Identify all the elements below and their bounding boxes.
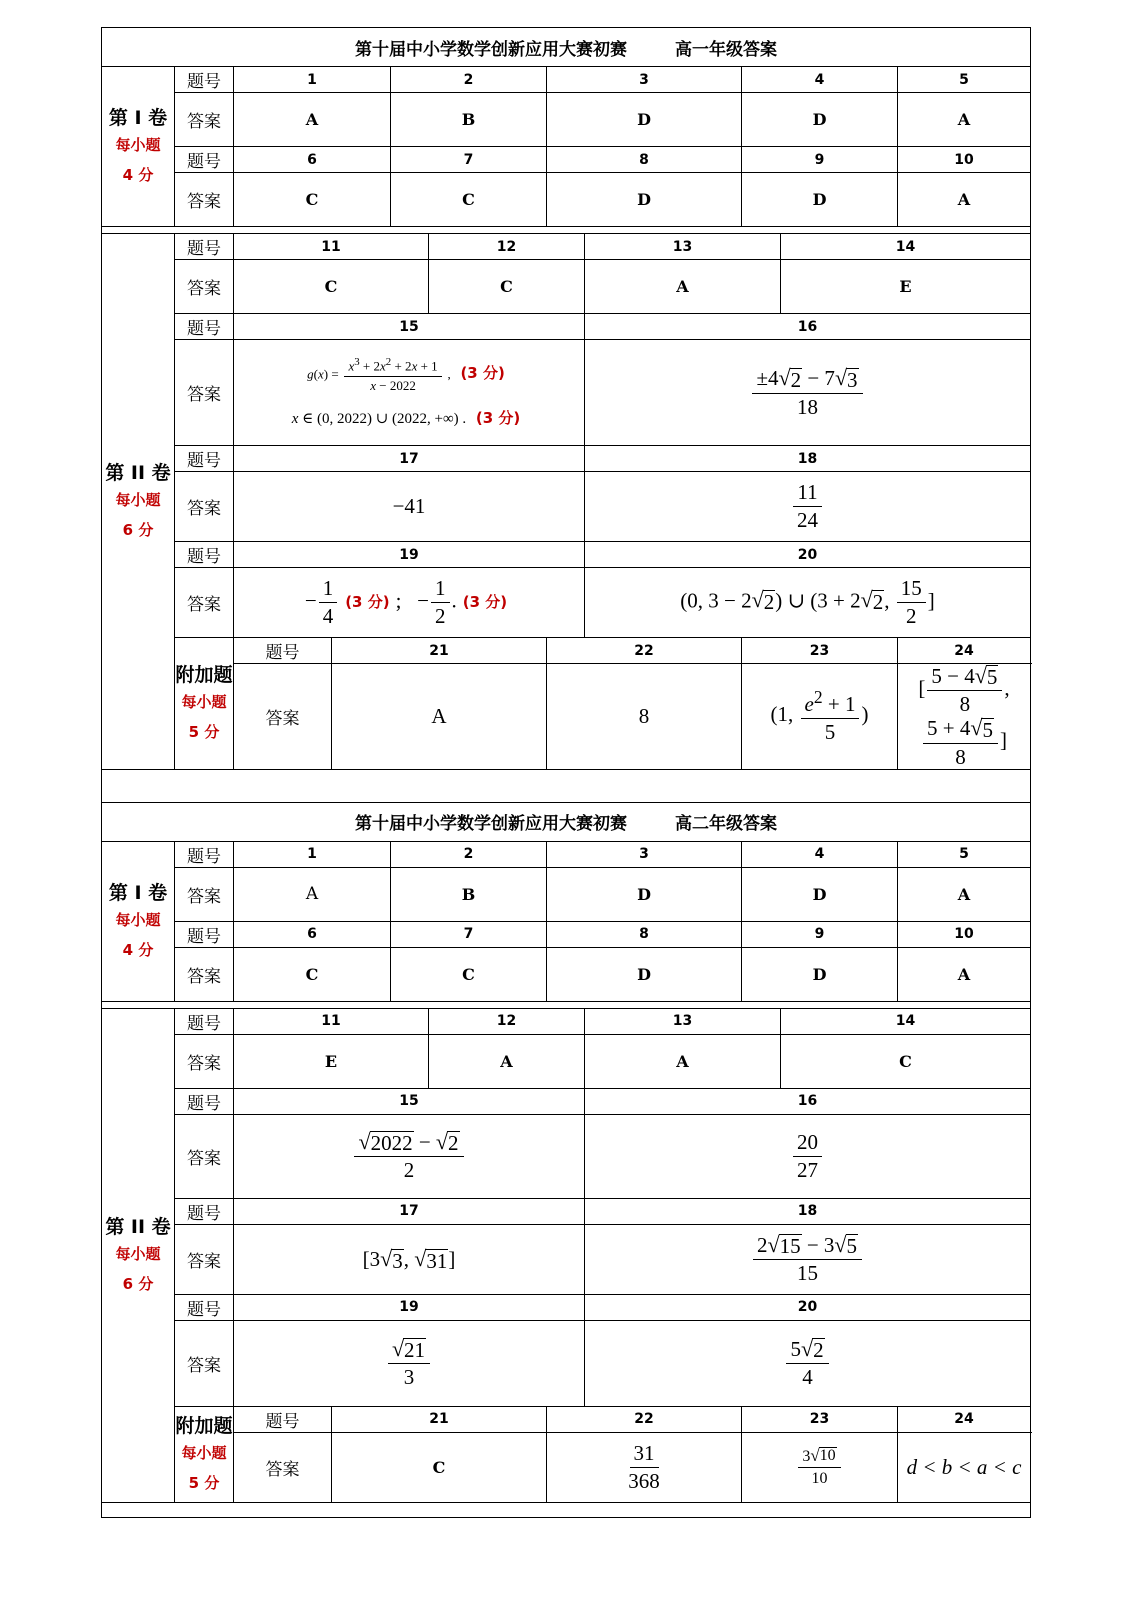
- g2-part1-arow2: [102, 947, 1031, 1001]
- g1-part1-arow2: [102, 173, 1031, 227]
- fraction-numerator: 20: [793, 1131, 822, 1157]
- section-points: 5 分: [188, 1473, 220, 1492]
- qno-label: 题号: [175, 234, 234, 260]
- question-number: 21: [332, 638, 547, 664]
- answer-cell: A: [585, 260, 781, 314]
- answer-q19: − $\frac{1}{4}$ (3 分) ; − $\frac{1}{2}$ . (3 分): [234, 568, 585, 638]
- answer-cell: C: [234, 947, 391, 1001]
- g2-part1-arow1: [102, 867, 1031, 921]
- answer-q21: C: [332, 1432, 547, 1502]
- contest-title: 第十届中小学数学创新应用大赛初赛: [355, 814, 627, 835]
- fraction-numerator: 31: [630, 1442, 659, 1468]
- question-number: 5: [898, 67, 1031, 93]
- section-points: 6 分: [122, 520, 154, 539]
- ans-label: 答案: [175, 93, 234, 147]
- grade-label: 高二年级答案: [675, 814, 777, 835]
- ans-label: 答案: [175, 1114, 234, 1198]
- question-number: 20: [585, 1294, 1031, 1320]
- g2-part1-qrow1: [102, 841, 1031, 867]
- fraction-denominator: 368: [628, 1468, 660, 1493]
- answer-cell: D: [742, 173, 898, 227]
- ans-label: 答案: [175, 173, 234, 227]
- question-number: 20: [585, 542, 1031, 568]
- grade1-title-row: [102, 28, 1031, 67]
- g2-add-arow: [102, 1432, 1031, 1502]
- answer-cell: C: [391, 173, 547, 227]
- grade-label: 高一年级答案: [675, 39, 777, 60]
- question-number: 4: [742, 841, 898, 867]
- answer-cell: A: [585, 1034, 781, 1088]
- question-number: 17: [234, 446, 585, 472]
- answer-cell: A: [898, 867, 1031, 921]
- section-name: 第 II 卷: [105, 461, 171, 484]
- g2-part1-qrow2: [102, 921, 1031, 947]
- answer-q23: 3 √ 10 10: [742, 1432, 898, 1502]
- qno-label: 题号: [234, 1406, 332, 1432]
- question-number: 18: [585, 1198, 1031, 1224]
- question-number: 15: [234, 314, 585, 340]
- g1-section3-label: [175, 638, 234, 770]
- g1-part2-qrow1: [102, 234, 1031, 260]
- question-number: 6: [234, 921, 391, 947]
- question-number: 5: [898, 841, 1031, 867]
- answer-table: [101, 27, 1031, 1518]
- section-note: 每小题: [115, 136, 161, 154]
- g1-part2-qrow4: [102, 542, 1031, 568]
- g2-section2-label: [102, 1008, 175, 1502]
- answer-cell: A: [429, 1034, 585, 1088]
- question-number: 10: [898, 921, 1031, 947]
- answer-cell: B: [391, 93, 547, 147]
- ans-label: 答案: [234, 664, 332, 770]
- section-name: 第 II 卷: [105, 1215, 171, 1238]
- ans-label: 答案: [175, 1320, 234, 1406]
- answer-q15: g(x) = $\frac{x^3 + 2x^2 + 2x + 1}{x - 2022}$ , (3 分) x ∈ (0, 2022) ∪ (2022, +∞) . (3 分): [234, 340, 585, 446]
- qno-label: 题号: [175, 446, 234, 472]
- fraction-numerator: 11: [793, 481, 821, 507]
- question-number: 15: [234, 1088, 585, 1114]
- answer-q17: [3 √ 3 , √ 31 ]: [234, 1224, 585, 1294]
- answer-cell: E: [234, 1034, 429, 1088]
- question-number: 12: [429, 234, 585, 260]
- qno-label: 题号: [175, 841, 234, 867]
- answer-cell: D: [547, 867, 742, 921]
- ans-label: 答案: [175, 340, 234, 446]
- question-number: 23: [742, 1406, 898, 1432]
- answer-cell: C: [234, 173, 391, 227]
- grade2-title-row: [102, 802, 1031, 841]
- section-note: 每小题: [115, 490, 161, 509]
- g1-part2-arow3: [102, 472, 1031, 542]
- question-number: 8: [547, 147, 742, 173]
- question-number: 2: [391, 67, 547, 93]
- answer-cell: C: [391, 947, 547, 1001]
- answer-cell: A: [234, 867, 391, 921]
- g2-part2-arow4: [102, 1320, 1031, 1406]
- question-number: 16: [585, 1088, 1031, 1114]
- answer-q15: √ 2022 − √ 2 2: [234, 1114, 585, 1198]
- grade-separator: [102, 769, 1031, 802]
- answer-q22: [547, 1432, 742, 1502]
- question-number: 12: [429, 1008, 585, 1034]
- g2-section1-label: [102, 841, 175, 1001]
- question-number: 13: [585, 1008, 781, 1034]
- points-note: (3 分): [462, 593, 508, 612]
- points-note: (3 分): [460, 364, 505, 383]
- g2-section3-label: [175, 1406, 234, 1502]
- ans-label: 答案: [175, 867, 234, 921]
- answer-cell: D: [742, 867, 898, 921]
- question-number: 23: [742, 638, 898, 664]
- g2-divider: [102, 1001, 1031, 1008]
- inequality-answer: d < b < a < c: [906, 1454, 1022, 1479]
- question-number: 1: [234, 841, 391, 867]
- question-number: 19: [234, 1294, 585, 1320]
- question-number: 14: [781, 1008, 1031, 1034]
- g1-part2-qrow3: [102, 446, 1031, 472]
- qno-label: 题号: [234, 638, 332, 664]
- fraction-denominator: 24: [797, 508, 818, 532]
- question-number: 14: [781, 234, 1031, 260]
- qno-label: 题号: [175, 314, 234, 340]
- g1-divider: [102, 227, 1031, 234]
- question-number: 22: [547, 1406, 742, 1432]
- section-name: 第 I 卷: [108, 107, 168, 129]
- answer-cell: C: [234, 260, 429, 314]
- ans-label: 答案: [175, 568, 234, 638]
- section-points: 4 分: [122, 166, 154, 184]
- section-note: 每小题: [115, 910, 161, 929]
- answer-q17: −41: [234, 472, 585, 542]
- qno-label: 题号: [175, 67, 234, 93]
- answer-cell: A: [898, 93, 1031, 147]
- question-number: 13: [585, 234, 781, 260]
- g2-add-qrow: [102, 1406, 1031, 1432]
- grade1-title: [102, 28, 1031, 67]
- qno-label: 题号: [175, 1008, 234, 1034]
- question-number: 10: [898, 147, 1031, 173]
- qno-label: 题号: [175, 1198, 234, 1224]
- question-number: 24: [898, 1406, 1031, 1432]
- section-name: 第 I 卷: [108, 881, 168, 904]
- question-number: 11: [234, 1008, 429, 1034]
- g1-section1-label: [102, 67, 175, 227]
- bottom-strip: [102, 1502, 1031, 1517]
- question-number: 1: [234, 67, 391, 93]
- question-number: 19: [234, 542, 585, 568]
- answer-q20: (0, 3 − 2 √ 2 ) ∪ (3 + 2 √ 2 , $\frac{15}{2}$ ]: [585, 568, 1031, 638]
- section-points: 4 分: [122, 940, 154, 959]
- g1-part2-arow2: [102, 340, 1031, 446]
- g2-part2-qrow1: [102, 1008, 1031, 1034]
- g1-part2-qrow2: [102, 314, 1031, 340]
- fraction-denominator: 27: [797, 1157, 818, 1182]
- answer-q19: √ 21 3: [234, 1320, 585, 1406]
- section-name: 附加题: [175, 663, 233, 686]
- question-number: 3: [547, 67, 742, 93]
- answer-cell: D: [547, 173, 742, 227]
- answer-cell: A: [898, 173, 1031, 227]
- question-number: 24: [898, 638, 1031, 664]
- question-number: 7: [391, 921, 547, 947]
- question-number: 9: [742, 147, 898, 173]
- ans-label: 答案: [175, 947, 234, 1001]
- answer-cell: C: [429, 260, 585, 314]
- qno-label: 题号: [175, 1294, 234, 1320]
- question-number: 21: [332, 1406, 547, 1432]
- answer-q16: [585, 1114, 1031, 1198]
- question-number: 7: [391, 147, 547, 173]
- g2-part2-arow3: [102, 1224, 1031, 1294]
- question-number: 22: [547, 638, 742, 664]
- points-note: (3 分): [345, 593, 390, 612]
- answer-cell: E: [781, 260, 1031, 314]
- g1-add-qrow: [102, 638, 1031, 664]
- g1-section2-label: [102, 234, 175, 770]
- answer-q23: (1, $\frac{e^2 + 1}{5}$ ): [742, 664, 898, 770]
- section-note: 每小题: [115, 1244, 161, 1263]
- answer-q20: 5 √ 2 4: [585, 1320, 1031, 1406]
- question-number: 9: [742, 921, 898, 947]
- answer-cell: D: [742, 93, 898, 147]
- question-number: 16: [585, 314, 1031, 340]
- g1-add-arow: [102, 664, 1031, 770]
- ans-label: 答案: [175, 1034, 234, 1088]
- g2-part2-qrow3: [102, 1198, 1031, 1224]
- ans-label: 答案: [175, 472, 234, 542]
- answer-cell: D: [547, 93, 742, 147]
- g2-part2-qrow4: [102, 1294, 1031, 1320]
- answer-cell: C: [781, 1034, 1031, 1088]
- g1-part1-arow1: [102, 93, 1031, 147]
- answer-q24: [898, 1432, 1031, 1502]
- question-number: 4: [742, 67, 898, 93]
- g1-part1-qrow1: [102, 67, 1031, 93]
- g1-part1-qrow2: [102, 147, 1031, 173]
- points-note: (3 分): [475, 408, 521, 427]
- qno-label: 题号: [175, 921, 234, 947]
- g1-part2-arow4: [102, 568, 1031, 638]
- answer-cell: A: [234, 93, 391, 147]
- qno-label: 题号: [175, 542, 234, 568]
- answer-sheet-page: [101, 27, 1030, 1518]
- qno-label: 题号: [175, 1088, 234, 1114]
- section-points: 6 分: [122, 1274, 154, 1293]
- g2-part2-arow1: [102, 1034, 1031, 1088]
- answer-q24: [ 5 − 4 √ 5 8 , 5 + 4 √ 5 8 ]: [898, 664, 1031, 770]
- ans-label: 答案: [175, 260, 234, 314]
- question-number: 2: [391, 841, 547, 867]
- section-note: 每小题: [181, 692, 227, 711]
- qno-label: 题号: [175, 147, 234, 173]
- question-number: 18: [585, 446, 1031, 472]
- answer-cell: D: [742, 947, 898, 1001]
- question-number: 3: [547, 841, 742, 867]
- ans-label: 答案: [234, 1432, 332, 1502]
- question-number: 6: [234, 147, 391, 173]
- answer-q18: [585, 472, 1031, 542]
- g2-part2-qrow2: [102, 1088, 1031, 1114]
- answer-cell: A: [898, 947, 1031, 1001]
- question-number: 11: [234, 234, 429, 260]
- section-name: 附加题: [175, 1414, 233, 1437]
- answer-q21: A: [332, 664, 547, 770]
- grade2-title: [102, 802, 1031, 841]
- answer-cell: D: [547, 947, 742, 1001]
- section-points: 5 分: [188, 722, 220, 741]
- question-number: 8: [547, 921, 742, 947]
- section-note: 每小题: [181, 1443, 227, 1462]
- answer-q22: 8: [547, 664, 742, 770]
- g2-part2-arow2: [102, 1114, 1031, 1198]
- contest-title: 第十届中小学数学创新应用大赛初赛: [355, 39, 627, 60]
- g1-part2-arow1: [102, 260, 1031, 314]
- answer-q16: ±4 √ 2 − 7 √ 3 18: [585, 340, 1031, 446]
- answer-q18: 2 √ 15 − 3 √ 5 15: [585, 1224, 1031, 1294]
- answer-cell: B: [391, 867, 547, 921]
- ans-label: 答案: [175, 1224, 234, 1294]
- question-number: 17: [234, 1198, 585, 1224]
